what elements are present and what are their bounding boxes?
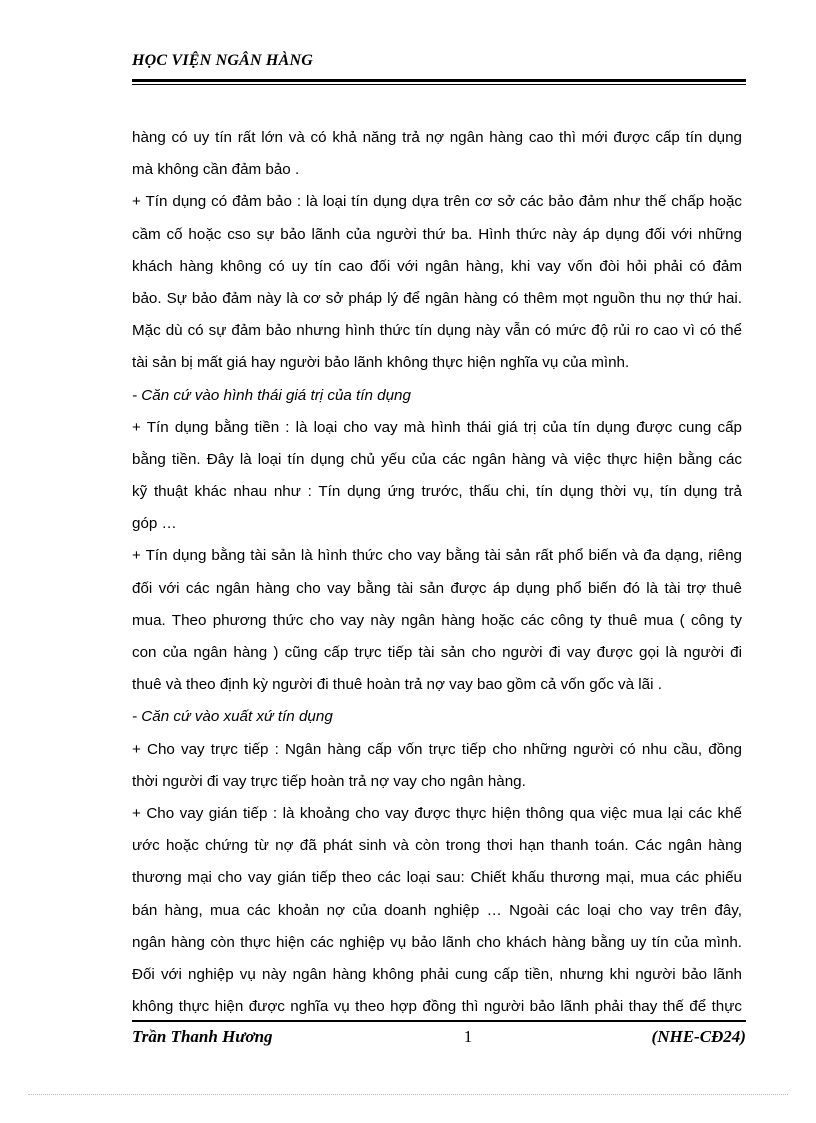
paragraph-line: hàng có uy tín rất lớn và có khả năng trả nợ ngân hàng cao thì mới được cấp tín dụng xyxy=(132,129,742,146)
paragraph-line: con của ngân hàng ) cũng cấp trực tiếp tài sản cho người đi vay được gọi là người đi xyxy=(132,644,742,661)
footer-code: (NHE-CĐ24) xyxy=(651,1026,746,1046)
paragraph-line: Mặc dù có sự đảm bảo nhưng hình thức tín dụng này vẫn có mức độ rủi ro cao vì có thể xyxy=(132,322,742,340)
paragraph-line: thuê và theo định kỳ người đi thuê hoàn trả nợ vay bao gồm cả vốn gốc và lãi . xyxy=(132,676,662,694)
footer-author: Trần Thanh Hương xyxy=(132,1026,273,1046)
paragraph-line: cầm cố hoặc cso sự bảo lãnh của người thứ ba. Hình thức này áp dụng đối với những xyxy=(132,225,742,243)
paragraph-line: tài sản bị mất giá hay người bảo lãnh không thực hiện nghĩa vụ của mình. xyxy=(132,354,630,372)
header-rule-thick xyxy=(132,79,746,82)
header-rule-thin xyxy=(132,84,746,85)
paragraph-line: Đối với nghiệp vụ này ngân hàng không phải cung cấp tiền, nhưng khi người bảo lãnh xyxy=(132,965,742,983)
footer-row xyxy=(132,1025,746,1049)
paragraph-line: mà không cần đảm bảo . xyxy=(132,161,300,179)
paragraph-line: bảo. Sự bảo đảm này là cơ sở pháp lý để ngân hàng có thêm mọt nguồn thu nợ thứ hai. xyxy=(132,289,742,307)
paragraph-line: bán hàng, mua các khoản nợ của doanh nghiệp … Ngoài các loại cho vay trên đây, xyxy=(132,901,742,919)
header-title: HỌC VIỆN NGÂN HÀNG xyxy=(132,52,313,69)
paragraph-line: ngân hàng còn thực hiện các nghiệp vụ bảo lãnh cho khách hàng bằng uy tín của mình. xyxy=(132,933,742,951)
paragraph-line: kỹ thuật khác nhau như : Tín dụng ứng trước, thấu chi, tín dụng thời vụ, tín dụng trả xyxy=(132,483,742,501)
paragraph-line: + Cho vay trực tiếp : Ngân hàng cấp vốn trực tiếp cho những người có nhu cầu, đồng xyxy=(132,740,742,758)
paragraph-line: ước hoặc chứng từ nợ đã phát sinh và còn trong thơi hạn thanh toán. Các ngân hàng xyxy=(132,837,742,855)
page-header xyxy=(132,50,746,85)
paragraph-line: đối với các ngân hàng cho vay bằng tài sản được áp dụng phổ biến đó là tài trợ thuê xyxy=(132,579,742,597)
paragraph-line: + Tín dụng bằng tài sản là hình thức cho vay bằng tài sản rất phổ biến và đa dạng, riêng xyxy=(132,547,742,565)
paragraph-line: góp … xyxy=(132,515,177,533)
paragraph-line: + Tín dụng có đảm bảo : là loại tín dụng dựa trên cơ sở các bảo đảm như thế chấp hoặc xyxy=(132,193,742,211)
paragraph-line: + Tín dụng bằng tiền : là loại cho vay mà hình thái giá trị của tín dụng được cung cấp xyxy=(132,418,742,436)
footer-rule xyxy=(132,1020,746,1022)
paragraph-line: không thực hiện được nghĩa vụ theo hợp đồng thì người bảo lãnh phải thay thế để thực xyxy=(132,998,742,1016)
paragraph-line: thương mại cho vay gián tiếp theo các loại sau: Chiết khấu thương mại, mua các phiếu xyxy=(132,869,742,887)
section-heading-line: - Căn cứ vào hình thái giá trị của tín dụng xyxy=(132,386,411,404)
page-number: 1 xyxy=(463,1026,473,1046)
page-edge-dotted-line xyxy=(28,1094,788,1095)
paragraph-line: + Cho vay gián tiếp : là khoảng cho vay được thực hiện thông qua việc mua lại các khế xyxy=(132,804,742,822)
paragraph-line: bằng tiền. Đây là loại tín dụng chủ yếu của các ngân hàng và việc thực hiện bằng các xyxy=(132,450,742,468)
section-heading-line: - Căn cứ vào xuất xứ tín dụng xyxy=(132,708,333,726)
paragraph-line: thời người đi vay trực tiếp hoàn trả nợ vay cho ngân hàng. xyxy=(132,772,526,790)
paragraph-line: khách hàng không có uy tín cao đối với ngân hàng, khi vay vốn đòi hỏi phải có đảm xyxy=(132,257,742,275)
paragraph-line: mua. Theo phương thức cho vay này ngân hàng hoặc các công ty thuê mua ( công ty xyxy=(132,611,742,629)
body-text xyxy=(132,122,742,1023)
page-footer xyxy=(132,1020,746,1049)
